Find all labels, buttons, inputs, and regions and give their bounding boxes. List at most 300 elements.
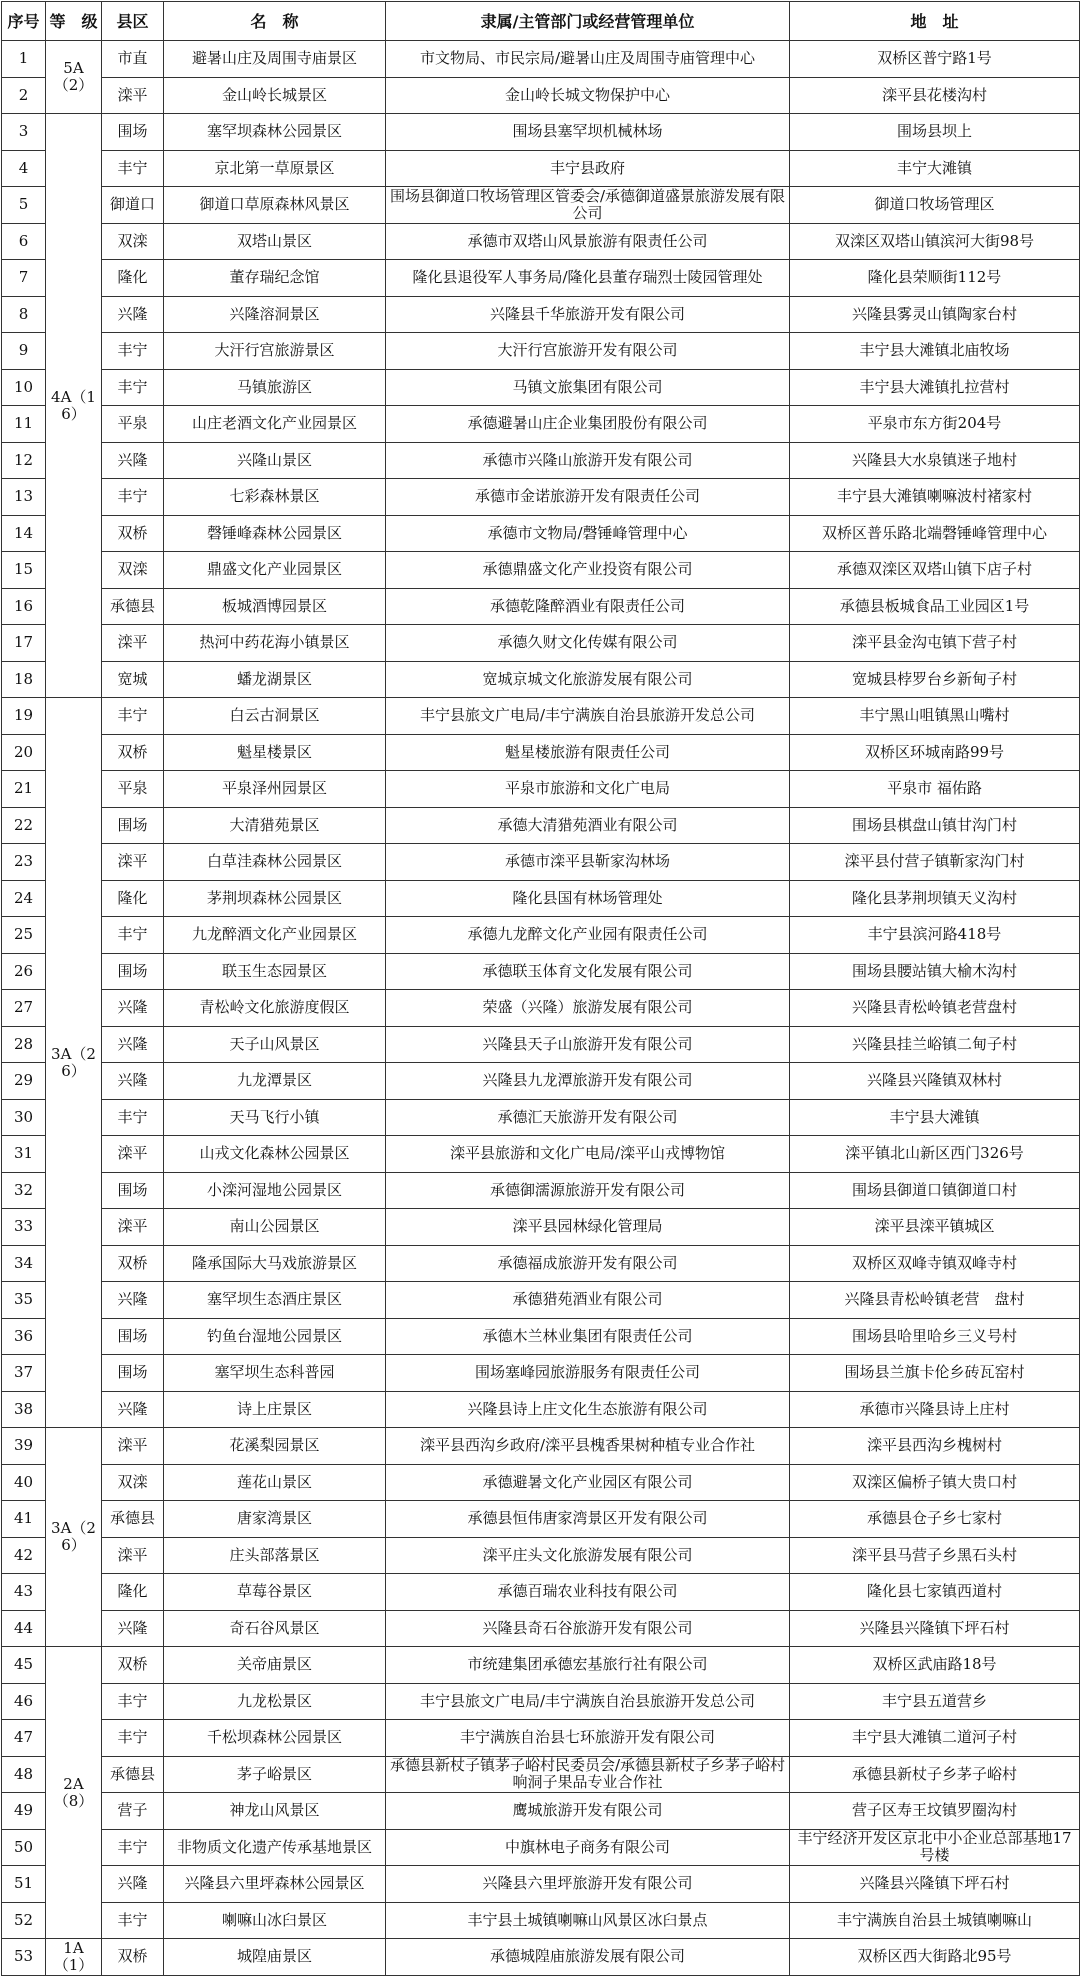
scenic-name-cell: 千松坝森林公园景区 [164, 1720, 386, 1757]
table-row [2, 1172, 1080, 1209]
scenic-name-cell: 兴隆县六里坪森林公园景区 [164, 1866, 386, 1903]
county-cell: 滦平 [102, 1537, 164, 1574]
row-number: 4 [2, 150, 46, 187]
county-cell: 营子 [102, 1793, 164, 1830]
row-number: 32 [2, 1172, 46, 1209]
address-cell: 兴隆县挂兰峪镇二甸子村 [790, 1026, 1080, 1063]
management-unit-cell: 市统建集团承德宏基旅行社有限公司 [386, 1647, 790, 1684]
address-cell: 隆化县荣顺街112号 [790, 260, 1080, 297]
table-row [2, 880, 1080, 917]
county-cell: 滦平 [102, 625, 164, 662]
table-row [2, 1756, 1080, 1793]
county-cell: 围场 [102, 953, 164, 990]
scenic-name-cell: 茅荆坝森林公园景区 [164, 880, 386, 917]
scenic-name-cell: 塞罕坝生态科普园 [164, 1355, 386, 1392]
address-cell: 承德双滦区双塔山镇下店子村 [790, 552, 1080, 589]
row-number: 51 [2, 1866, 46, 1903]
management-unit-cell: 马镇文旅集团有限公司 [386, 369, 790, 406]
address-cell: 平泉市 福佑路 [790, 771, 1080, 808]
row-number: 37 [2, 1355, 46, 1392]
county-cell: 双桥 [102, 515, 164, 552]
county-cell: 滦平 [102, 77, 164, 114]
table-row [2, 661, 1080, 698]
scenic-name-cell: 京北第一草原景区 [164, 150, 386, 187]
management-unit-cell: 滦平县旅游和文化广电局/滦平山戎博物馆 [386, 1136, 790, 1173]
management-unit-cell: 兴隆县六里坪旅游开发有限公司 [386, 1866, 790, 1903]
table-row [2, 1209, 1080, 1246]
address-cell: 兴隆县青松岭镇老营 盘村 [790, 1282, 1080, 1319]
scenic-name-cell: 神龙山风景区 [164, 1793, 386, 1830]
header-county: 县区 [102, 2, 164, 41]
scenic-name-cell: 非物质文化遗产传承基地景区 [164, 1829, 386, 1866]
management-unit-cell: 承德市兴隆山旅游开发有限公司 [386, 442, 790, 479]
scenic-name-cell: 鼎盛文化产业园景区 [164, 552, 386, 589]
scenic-name-cell: 钓鱼台湿地公园景区 [164, 1318, 386, 1355]
table-row [2, 1282, 1080, 1319]
scenic-name-cell: 平泉泽州园景区 [164, 771, 386, 808]
table-row [2, 1063, 1080, 1100]
county-cell: 丰宁 [102, 698, 164, 735]
scenic-name-cell: 板城酒博园景区 [164, 588, 386, 625]
management-unit-cell: 承德乾隆醉酒业有限责任公司 [386, 588, 790, 625]
county-cell: 丰宁 [102, 333, 164, 370]
management-unit-cell: 承德大清猎苑酒业有限公司 [386, 807, 790, 844]
row-number: 34 [2, 1245, 46, 1282]
grade-cell: 4A（16） [46, 114, 102, 698]
management-unit-cell: 丰宁满族自治县七环旅游开发有限公司 [386, 1720, 790, 1757]
row-number: 16 [2, 588, 46, 625]
table-row [2, 1026, 1080, 1063]
address-cell: 滦平镇北山新区西门326号 [790, 1136, 1080, 1173]
table-row [2, 953, 1080, 990]
table-row [2, 442, 1080, 479]
table-row [2, 1318, 1080, 1355]
header-name: 名 称 [164, 2, 386, 41]
scenic-name-cell: 奇石谷风景区 [164, 1610, 386, 1647]
address-cell: 承德市兴隆县诗上庄村 [790, 1391, 1080, 1428]
row-number: 30 [2, 1099, 46, 1136]
county-cell: 围场 [102, 1355, 164, 1392]
address-cell: 丰宁黑山咀镇黑山嘴村 [790, 698, 1080, 735]
scenic-name-cell: 山戎文化森林公园景区 [164, 1136, 386, 1173]
table-row [2, 1610, 1080, 1647]
scenic-name-cell: 青松岭文化旅游度假区 [164, 990, 386, 1027]
address-cell: 双桥区西大街路北95号 [790, 1939, 1080, 1976]
scenic-name-cell: 山庄老酒文化产业园景区 [164, 406, 386, 443]
management-unit-cell: 宽城京城文化旅游发展有限公司 [386, 661, 790, 698]
address-cell: 围场县棋盘山镇甘沟门村 [790, 807, 1080, 844]
management-unit-cell: 承德百瑞农业科技有限公司 [386, 1574, 790, 1611]
county-cell: 滦平 [102, 844, 164, 881]
county-cell: 隆化 [102, 880, 164, 917]
management-unit-cell: 承德市滦平县靳家沟林场 [386, 844, 790, 881]
table-row [2, 187, 1080, 224]
row-number: 49 [2, 1793, 46, 1830]
table-row [2, 1501, 1080, 1538]
management-unit-cell: 魁星楼旅游有限责任公司 [386, 734, 790, 771]
county-cell: 兴隆 [102, 296, 164, 333]
address-cell: 滦平县金沟屯镇下营子村 [790, 625, 1080, 662]
address-cell: 丰宁县大滩镇二道河子村 [790, 1720, 1080, 1757]
address-cell: 围场县兰旗卡伦乡砖瓦窑村 [790, 1355, 1080, 1392]
table-row [2, 1902, 1080, 1939]
scenic-name-cell: 双塔山景区 [164, 223, 386, 260]
address-cell: 双滦区双塔山镇滨河大街98号 [790, 223, 1080, 260]
grade-cell: 5A（2） [46, 41, 102, 114]
row-number: 8 [2, 296, 46, 333]
row-number: 45 [2, 1647, 46, 1684]
row-number: 25 [2, 917, 46, 954]
grade-cell: 3A（26） [46, 1428, 102, 1647]
address-cell: 兴隆县兴隆镇双林村 [790, 1063, 1080, 1100]
grade-cell: 3A（26） [46, 698, 102, 1428]
management-unit-cell: 承德县新杖子镇茅子峪村民委员会/承德县新杖子乡茅子峪村响洞子果品专业合作社 [386, 1756, 790, 1793]
row-number: 53 [2, 1939, 46, 1976]
table-row [2, 150, 1080, 187]
table-row [2, 588, 1080, 625]
table-row [2, 1136, 1080, 1173]
header-address: 地 址 [790, 2, 1080, 41]
management-unit-cell: 中旗林电子商务有限公司 [386, 1829, 790, 1866]
table-row [2, 1866, 1080, 1903]
table-body [2, 41, 1080, 1976]
table-row [2, 1829, 1080, 1866]
grade-cell: 1A（1） [46, 1939, 102, 1976]
address-cell: 围场县哈里哈乡三义号村 [790, 1318, 1080, 1355]
county-cell: 市直 [102, 41, 164, 78]
table-row [2, 41, 1080, 78]
row-number: 46 [2, 1683, 46, 1720]
management-unit-cell: 兴隆县九龙潭旅游开发有限公司 [386, 1063, 790, 1100]
management-unit-cell: 兴隆县千华旅游开发有限公司 [386, 296, 790, 333]
address-cell: 双桥区普宁路1号 [790, 41, 1080, 78]
address-cell: 滦平县马营子乡黑石头村 [790, 1537, 1080, 1574]
row-number: 40 [2, 1464, 46, 1501]
management-unit-cell: 围场县御道口牧场管理区管委会/承德御道盛景旅游发展有限公司 [386, 187, 790, 224]
address-cell: 丰宁县大滩镇 [790, 1099, 1080, 1136]
scenic-name-cell: 白草洼森林公园景区 [164, 844, 386, 881]
management-unit-cell: 丰宁县政府 [386, 150, 790, 187]
scenic-name-cell: 魁星楼景区 [164, 734, 386, 771]
address-cell: 双滦区偏桥子镇大贵口村 [790, 1464, 1080, 1501]
management-unit-cell: 兴隆县天子山旅游开发有限公司 [386, 1026, 790, 1063]
county-cell: 平泉 [102, 771, 164, 808]
table-row [2, 77, 1080, 114]
management-unit-cell: 承德城隍庙旅游发展有限公司 [386, 1939, 790, 1976]
row-number: 11 [2, 406, 46, 443]
scenic-name-cell: 茅子峪景区 [164, 1756, 386, 1793]
management-unit-cell: 鹰城旅游开发有限公司 [386, 1793, 790, 1830]
table-row [2, 625, 1080, 662]
row-number: 10 [2, 369, 46, 406]
county-cell: 滦平 [102, 1209, 164, 1246]
county-cell: 兴隆 [102, 1866, 164, 1903]
county-cell: 隆化 [102, 1574, 164, 1611]
table-row [2, 844, 1080, 881]
scenic-name-cell: 小滦河湿地公园景区 [164, 1172, 386, 1209]
row-number: 36 [2, 1318, 46, 1355]
scenic-name-cell: 热河中药花海小镇景区 [164, 625, 386, 662]
county-cell: 兴隆 [102, 1282, 164, 1319]
management-unit-cell: 兴隆县诗上庄文化生态旅游有限公司 [386, 1391, 790, 1428]
management-unit-cell: 承德避暑文化产业园区有限公司 [386, 1464, 790, 1501]
table-row [2, 1428, 1080, 1465]
row-number: 13 [2, 479, 46, 516]
address-cell: 丰宁县大滩镇喇嘛波村褚家村 [790, 479, 1080, 516]
address-cell: 双桥区普乐路北端磬锤峰管理中心 [790, 515, 1080, 552]
address-cell: 平泉市东方街204号 [790, 406, 1080, 443]
county-cell: 承德县 [102, 1756, 164, 1793]
table-row [2, 223, 1080, 260]
management-unit-cell: 承德猎苑酒业有限公司 [386, 1282, 790, 1319]
management-unit-cell: 承德福成旅游开发有限公司 [386, 1245, 790, 1282]
county-cell: 滦平 [102, 1136, 164, 1173]
county-cell: 双桥 [102, 1647, 164, 1684]
address-cell: 滦平县花楼沟村 [790, 77, 1080, 114]
row-number: 22 [2, 807, 46, 844]
county-cell: 丰宁 [102, 1829, 164, 1866]
address-cell: 承德县新杖子乡茅子峪村 [790, 1756, 1080, 1793]
address-cell: 双桥区武庙路18号 [790, 1647, 1080, 1684]
management-unit-cell: 承德九龙醉文化产业园有限责任公司 [386, 917, 790, 954]
scenic-name-cell: 兴隆溶洞景区 [164, 296, 386, 333]
row-number: 43 [2, 1574, 46, 1611]
management-unit-cell: 丰宁县土城镇喇嘛山风景区冰臼景点 [386, 1902, 790, 1939]
address-cell: 兴隆县大水泉镇迷子地村 [790, 442, 1080, 479]
header-grade: 等 级 [46, 2, 102, 41]
county-cell: 兴隆 [102, 1026, 164, 1063]
scenic-name-cell: 董存瑞纪念馆 [164, 260, 386, 297]
table-row [2, 1355, 1080, 1392]
table-row [2, 1464, 1080, 1501]
management-unit-cell: 承德御濡源旅游开发有限公司 [386, 1172, 790, 1209]
management-unit-cell: 丰宁县旅文广电局/丰宁满族自治县旅游开发总公司 [386, 698, 790, 735]
scenic-name-cell: 大汗行宫旅游景区 [164, 333, 386, 370]
county-cell: 围场 [102, 1318, 164, 1355]
address-cell: 滦平县付营子镇靳家沟门村 [790, 844, 1080, 881]
management-unit-cell: 滦平县西沟乡政府/滦平县槐香果树种植专业合作社 [386, 1428, 790, 1465]
county-cell: 御道口 [102, 187, 164, 224]
county-cell: 双桥 [102, 1939, 164, 1976]
scenic-name-cell: 白云古洞景区 [164, 698, 386, 735]
scenic-name-cell: 九龙潭景区 [164, 1063, 386, 1100]
management-unit-cell: 滦平县园林绿化管理局 [386, 1209, 790, 1246]
row-number: 2 [2, 77, 46, 114]
management-unit-cell: 丰宁县旅文广电局/丰宁满族自治县旅游开发总公司 [386, 1683, 790, 1720]
address-cell: 丰宁县滨河路418号 [790, 917, 1080, 954]
address-cell: 兴隆县兴隆镇下坪石村 [790, 1610, 1080, 1647]
county-cell: 兴隆 [102, 442, 164, 479]
address-cell: 兴隆县青松岭镇老营盘村 [790, 990, 1080, 1027]
county-cell: 承德县 [102, 1501, 164, 1538]
scenic-name-cell: 天马飞行小镇 [164, 1099, 386, 1136]
scenic-name-cell: 联玉生态园景区 [164, 953, 386, 990]
row-number: 35 [2, 1282, 46, 1319]
county-cell: 双滦 [102, 223, 164, 260]
county-cell: 兴隆 [102, 1610, 164, 1647]
county-cell: 平泉 [102, 406, 164, 443]
address-cell: 滦平县滦平镇城区 [790, 1209, 1080, 1246]
management-unit-cell: 兴隆县奇石谷旅游开发有限公司 [386, 1610, 790, 1647]
table-row [2, 333, 1080, 370]
management-unit-cell: 围场塞峰园旅游服务有限责任公司 [386, 1355, 790, 1392]
row-number: 52 [2, 1902, 46, 1939]
management-unit-cell: 平泉市旅游和文化广电局 [386, 771, 790, 808]
table-row [2, 990, 1080, 1027]
address-cell: 围场县腰站镇大榆木沟村 [790, 953, 1080, 990]
management-unit-cell: 隆化县退役军人事务局/隆化县董存瑞烈士陵园管理处 [386, 260, 790, 297]
row-number: 31 [2, 1136, 46, 1173]
scenic-name-cell: 御道口草原森林风景区 [164, 187, 386, 224]
table-row [2, 1683, 1080, 1720]
scenic-name-cell: 塞罕坝森林公园景区 [164, 114, 386, 151]
table-row [2, 1793, 1080, 1830]
scenic-name-cell: 城隍庙景区 [164, 1939, 386, 1976]
scenic-name-cell: 金山岭长城景区 [164, 77, 386, 114]
county-cell: 丰宁 [102, 1099, 164, 1136]
scenic-name-cell: 九龙醉酒文化产业园景区 [164, 917, 386, 954]
row-number: 6 [2, 223, 46, 260]
table-row [2, 479, 1080, 516]
address-cell: 围场县坝上 [790, 114, 1080, 151]
county-cell: 双桥 [102, 1245, 164, 1282]
scenic-name-cell: 天子山风景区 [164, 1026, 386, 1063]
address-cell: 隆化县七家镇西道村 [790, 1574, 1080, 1611]
address-cell: 隆化县茅荆坝镇天义沟村 [790, 880, 1080, 917]
management-unit-cell: 金山岭长城文物保护中心 [386, 77, 790, 114]
scenic-name-cell: 马镇旅游区 [164, 369, 386, 406]
table-row [2, 1537, 1080, 1574]
row-number: 48 [2, 1756, 46, 1793]
row-number: 23 [2, 844, 46, 881]
county-cell: 围场 [102, 807, 164, 844]
address-cell: 丰宁县五道营乡 [790, 1683, 1080, 1720]
row-number: 19 [2, 698, 46, 735]
address-cell: 双桥区环城南路99号 [790, 734, 1080, 771]
scenic-name-cell: 隆承国际大马戏旅游景区 [164, 1245, 386, 1282]
row-number: 18 [2, 661, 46, 698]
county-cell: 双桥 [102, 734, 164, 771]
header-no: 序号 [2, 2, 46, 41]
management-unit-cell: 荣盛（兴隆）旅游发展有限公司 [386, 990, 790, 1027]
scenic-name-cell: 塞罕坝生态酒庄景区 [164, 1282, 386, 1319]
management-unit-cell: 承德市文物局/磬锤峰管理中心 [386, 515, 790, 552]
scenic-name-cell: 避暑山庄及周围寺庙景区 [164, 41, 386, 78]
management-unit-cell: 隆化县国有林场管理处 [386, 880, 790, 917]
row-number: 38 [2, 1391, 46, 1428]
row-number: 3 [2, 114, 46, 151]
row-number: 14 [2, 515, 46, 552]
scenic-name-cell: 草莓谷景区 [164, 1574, 386, 1611]
county-cell: 兴隆 [102, 1063, 164, 1100]
row-number: 15 [2, 552, 46, 589]
scenic-name-cell: 七彩森林景区 [164, 479, 386, 516]
address-cell: 兴隆县雾灵山镇陶家台村 [790, 296, 1080, 333]
table-row [2, 1245, 1080, 1282]
row-number: 39 [2, 1428, 46, 1465]
scenic-name-cell: 喇嘛山冰臼景区 [164, 1902, 386, 1939]
management-unit-cell: 承德避暑山庄企业集团股份有限公司 [386, 406, 790, 443]
address-cell: 营子区寿王坟镇罗圈沟村 [790, 1793, 1080, 1830]
table-row [2, 296, 1080, 333]
management-unit-cell: 围场县塞罕坝机械林场 [386, 114, 790, 151]
row-number: 50 [2, 1829, 46, 1866]
row-number: 26 [2, 953, 46, 990]
address-cell: 宽城县桲罗台乡新甸子村 [790, 661, 1080, 698]
scenic-name-cell: 关帝庙景区 [164, 1647, 386, 1684]
county-cell: 双滦 [102, 1464, 164, 1501]
address-cell: 丰宁县大滩镇扎拉营村 [790, 369, 1080, 406]
management-unit-cell: 市文物局、市民宗局/避暑山庄及周围寺庙管理中心 [386, 41, 790, 78]
scenic-name-cell: 九龙松景区 [164, 1683, 386, 1720]
table-row [2, 1939, 1080, 1976]
county-cell: 滦平 [102, 1428, 164, 1465]
row-number: 9 [2, 333, 46, 370]
row-number: 47 [2, 1720, 46, 1757]
address-cell: 承德县仓子乡七家村 [790, 1501, 1080, 1538]
table-row [2, 807, 1080, 844]
management-unit-cell: 承德市双塔山风景旅游有限责任公司 [386, 223, 790, 260]
address-cell: 丰宁县大滩镇北庙牧场 [790, 333, 1080, 370]
row-number: 42 [2, 1537, 46, 1574]
management-unit-cell: 承德鼎盛文化产业投资有限公司 [386, 552, 790, 589]
scenic-name-cell: 花溪梨园景区 [164, 1428, 386, 1465]
table-row [2, 917, 1080, 954]
scenic-name-cell: 兴隆山景区 [164, 442, 386, 479]
scenic-name-cell: 大清猎苑景区 [164, 807, 386, 844]
county-cell: 宽城 [102, 661, 164, 698]
county-cell: 丰宁 [102, 917, 164, 954]
address-cell: 丰宁大滩镇 [790, 150, 1080, 187]
county-cell: 丰宁 [102, 1720, 164, 1757]
table-row [2, 1647, 1080, 1684]
grade-cell: 2A（8） [46, 1647, 102, 1939]
row-number: 17 [2, 625, 46, 662]
row-number: 1 [2, 41, 46, 78]
scenic-name-cell: 庄头部落景区 [164, 1537, 386, 1574]
table-row [2, 698, 1080, 735]
scenic-area-table [1, 1, 1080, 1976]
management-unit-cell: 承德县恒伟唐家湾景区开发有限公司 [386, 1501, 790, 1538]
row-number: 7 [2, 260, 46, 297]
table-row [2, 734, 1080, 771]
table-header-row [2, 2, 1080, 41]
county-cell: 丰宁 [102, 369, 164, 406]
row-number: 27 [2, 990, 46, 1027]
county-cell: 丰宁 [102, 479, 164, 516]
management-unit-cell: 滦平庄头文化旅游发展有限公司 [386, 1537, 790, 1574]
table-row [2, 552, 1080, 589]
county-cell: 兴隆 [102, 1391, 164, 1428]
table-row [2, 406, 1080, 443]
row-number: 5 [2, 187, 46, 224]
row-number: 24 [2, 880, 46, 917]
address-cell: 丰宁经济开发区京北中小企业总部基地17号楼 [790, 1829, 1080, 1866]
table-row [2, 1574, 1080, 1611]
county-cell: 丰宁 [102, 150, 164, 187]
scenic-name-cell: 磬锤峰森林公园景区 [164, 515, 386, 552]
table-row [2, 1720, 1080, 1757]
scenic-name-cell: 南山公园景区 [164, 1209, 386, 1246]
address-cell: 兴隆县兴隆镇下坪石村 [790, 1866, 1080, 1903]
county-cell: 隆化 [102, 260, 164, 297]
header-unit: 隶属/主管部门或经营管理单位 [386, 2, 790, 41]
county-cell: 承德县 [102, 588, 164, 625]
address-cell: 御道口牧场管理区 [790, 187, 1080, 224]
county-cell: 围场 [102, 114, 164, 151]
address-cell: 承德县板城食品工业园区1号 [790, 588, 1080, 625]
county-cell: 双滦 [102, 552, 164, 589]
